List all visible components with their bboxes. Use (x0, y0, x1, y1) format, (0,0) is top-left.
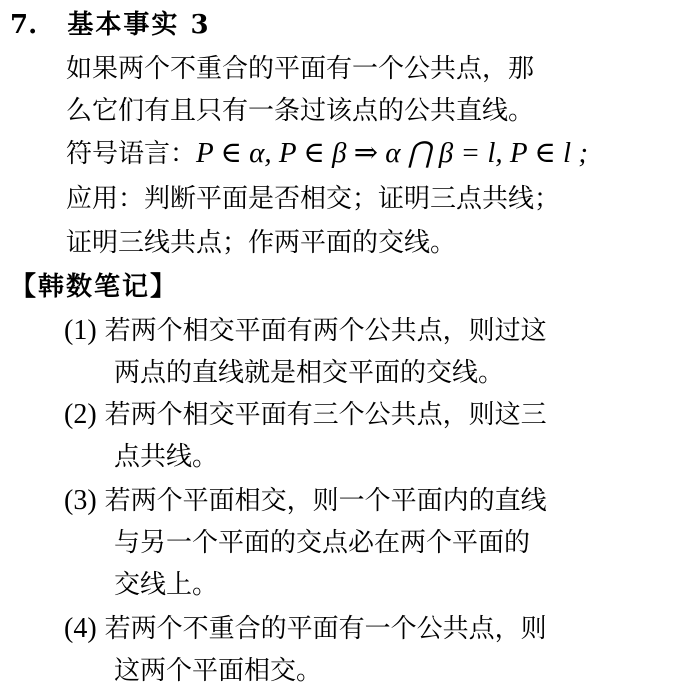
application-line-1: 应用：判断平面是否相交；证明三点共线； (66, 184, 561, 214)
note-item-2-line-2: 点共线。 (114, 442, 219, 472)
note-item-number: (4) (64, 613, 97, 644)
symbol-language-label: 符号语言： (66, 139, 197, 169)
section-number: 7. (10, 10, 38, 40)
note-item-number: (3) (64, 485, 97, 516)
symbol-language-line (66, 136, 588, 171)
definition-line-1: 如果两个不重合的平面有一个公共点，那 (66, 54, 535, 84)
note-item-number: (2) (64, 399, 97, 430)
application-line-2: 证明三线共点；作两平面的交线。 (66, 228, 457, 258)
note-item-number: (1) (64, 315, 97, 346)
section-heading (10, 8, 211, 42)
section-title: 基本事实 3 (67, 10, 211, 40)
note-item-text: 若两个不重合的平面有一个公共点，则 (104, 614, 547, 644)
note-item-1-line-2: 两点的直线就是相交平面的交线。 (114, 358, 505, 388)
symbol-expression: P ∈ α, P ∈ β ⇒ α ⋂ β = l, P ∈ l ; (196, 137, 588, 169)
note-item-1-line-1 (64, 314, 547, 348)
definition-line-2: 么它们有且只有一条过该点的公共直线。 (66, 96, 535, 126)
note-item-3-line-3: 交线上。 (114, 570, 219, 600)
note-item-2-line-1 (64, 398, 547, 432)
note-item-text: 若两个平面相交，则一个平面内的直线 (104, 486, 547, 516)
note-item-3-line-2: 与另一个平面的交点必在两个平面的 (114, 528, 531, 558)
note-item-text: 若两个相交平面有两个公共点，则过这 (104, 316, 547, 346)
note-item-text: 若两个相交平面有三个公共点，则这三 (104, 400, 547, 430)
notes-title: 【韩数笔记】 (10, 272, 179, 302)
note-item-4-line-1 (64, 612, 547, 646)
note-item-3-line-1 (64, 484, 547, 518)
note-item-4-line-2: 这两个平面相交。 (114, 656, 323, 686)
